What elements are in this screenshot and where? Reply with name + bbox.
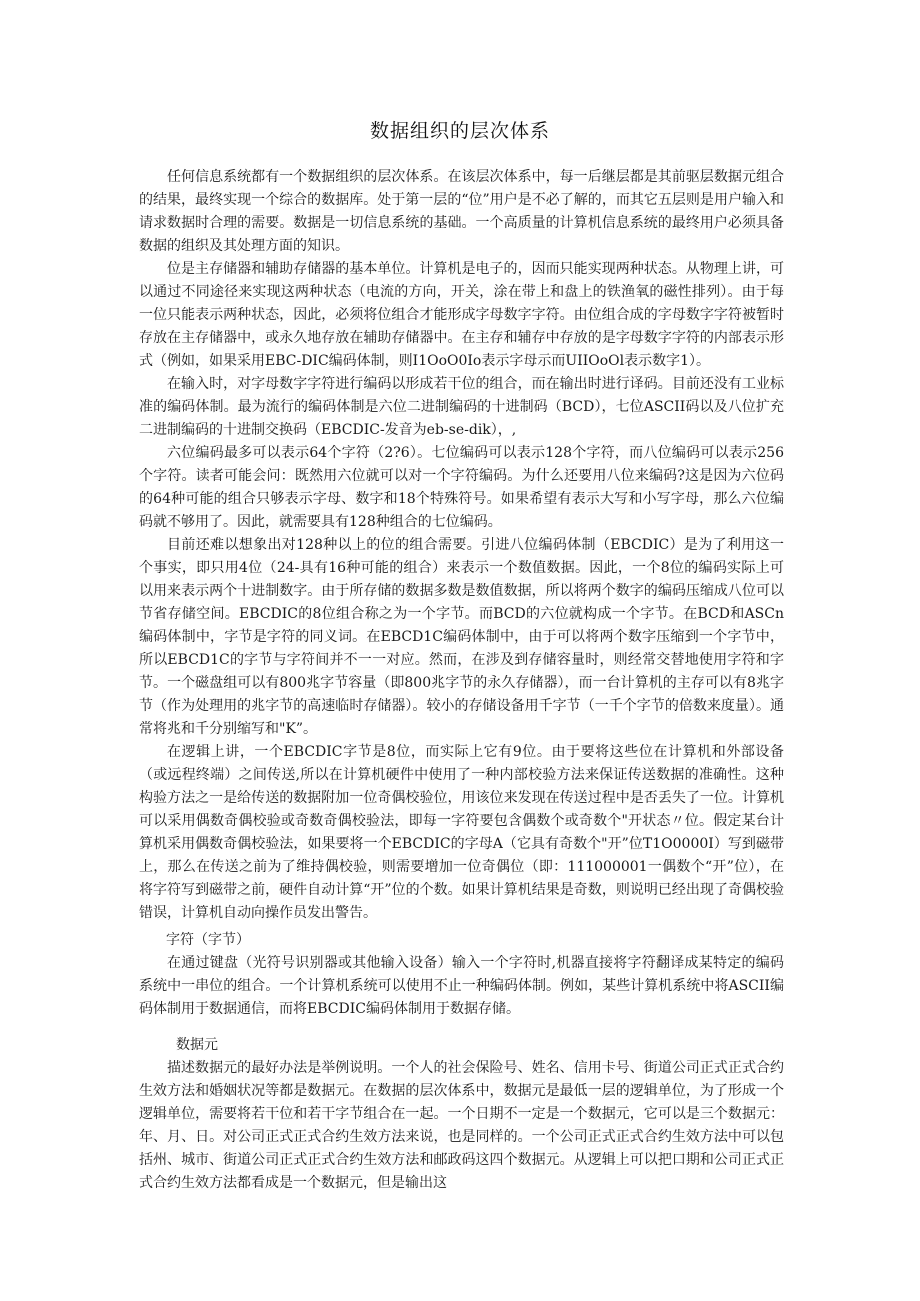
- paragraph: 在逻辑上讲，一个EBCDIC字节是8位，而实际上它有9位。由于要将这些位在计算机和外部设备（或远程终端）之间传送,所以在计算机硬件中使用了一种内部校验方法来保证传送数据的准确性。这种构验方法之一是给传送的数据附加一位奇偶校验位，用该位来发现在传送过程中是否丢失了一位。计算机可以采用偶数奇偶校验或奇数奇偶校验法，即每一字符要包含偶数个或奇数个"开状态〃位。假定某台计算机采用偶数奇偶校验法，如果要将一个EBCDIC的字母A（它具有奇数个"开”位T1O0000I）写到磁带上，那么在传送之前为了维持偶校验，则需要增加一位奇偶位（即：111000001一偶数个“开”位），在将字符写到磁带之前，硬件自动计算“开”位的个数。如果计算机结果是奇数，则说明已经出现了奇偶校验错误，计算机自动向操作员发出警告。: [139, 744, 784, 921]
- paragraph: 在输入时，对字母数字字符进行编码以形成若干位的组合，而在输出时进行译码。目前还没有工业标准的编码体制。最为流行的编码体制是六位二进制编码的十进制码（BCD），七位ASCII码以及八位扩充二进制编码的十进制交换码（EBCDIC-发音为eb-se-dik），,: [139, 376, 784, 438]
- section-heading-data-element: 数据元: [176, 1037, 218, 1053]
- paragraph: 在通过键盘（光符号识别器或其他输入设备）输入一个字符时,机器直接将字符翻译成某特定的编码系统中一串位的组合。一个计算机系统可以使用不止一种编码体制。例如，某些计算机系统中将ASCII编码体制用于数据通信，而将EBCDIC编码体制用于数据存储。: [139, 955, 784, 1017]
- paragraph: 任何信息系统都有一个数据组织的层次体系。在该层次体系中，每一后继层都是其前驱层数据元组合的结果，最终实现一个综合的数据库。处于第一层的“位”用户是不必了解的，而其它五层则是用户输入和请求数据时合理的需要。数据是一切信息系统的基础。一个高质量的计算机信息系统的最终用户必须具备数据的组织及其处理方面的知识。: [139, 169, 784, 254]
- section-data-element: [139, 1057, 784, 1195]
- section-intro: [139, 166, 784, 925]
- document-title: 数据组织的层次体系: [369, 120, 550, 142]
- paragraph: 目前还难以想象出对128种以上的位的组合需要。引进八位编码体制（EBCDIC）是为了利用这一个事实，即只用4位（24-具有16种可能的组合）来表示一个数值数据。因此，一个8位的编码实际上可以用来表示两个十进制数字。由于所存储的数据多数是数值数据，所以将两个数字的编码压缩成八位可以节省存储空间。EBCDIC的8位组合称之为一个字节。而BCD的六位就构成一个字节。在BCD和ASCn编码体制中，字节是字符的同义词。在EBCD1C编码体制中，由于可以将两个数字压缩到一个字节中，所以EBCD1C的字节与字符间并不一一对应。然而，在涉及到存储容量时，则经常交替地使用字符和字节。一个磁盘组可以有800兆字节容量（即800兆字节的永久存储器），而一台计算机的主存可以有8兆字节（作为处理用的兆字节的高速临时存储器）。较小的存储设备用千字节（一千个字节的倍数来度量）。通常将兆和千分别缩写和"K”。: [139, 537, 784, 737]
- paragraph: 位是主存储器和辅助存储器的基本单位。计算机是电子的，因而只能实现两种状态。从物理上讲，可以通过不同途径来实现这两种状态（电流的方向，开关，涂在带上和盘上的铁渔氧的磁性排列）。由于每一位只能表示两种状态，因此，必须将位组合才能形成字母数字字符。由位组合成的字母数字字符被暂时存放在主存储器中，或永久地存放在辅助存储器中。在主存和辅存中存放的是字母数字字符的内部表示形式（例如，如果采用EBC-DIC编码体制，则I1OoO0Io表示字母示而UIIOoOl表示数字1）。: [139, 261, 784, 369]
- paragraph: 描述数据元的最好办法是举例说明。一个人的社会保险号、姓名、信用卡号、街道公司正式正式合约生效方法和婚姻状况等都是数据元。在数据的层次体系中，数据元是最低一层的逻辑单位，为了形成一个逻辑单位，需要将若干位和若干字节组合在一起。一个日期不一定是一个数据元，它可以是三个数据元：年、月、日。对公司正式正式合约生效方法来说，也是同样的。一个公司正式正式合约生效方法中可以包括州、城市、街道公司正式正式合约生效方法和邮政码这四个数据元。从逻辑上可以把口期和公司正式正式合约生效方法都看成是一个数据元，但是输出这: [139, 1060, 784, 1191]
- paragraph: 六位编码最多可以表示64个字符（2?6）。七位编码可以表示128个字符，而八位编码可以表示256个字符。读者可能会问：既然用六位就可以对一个字符编码。为什么还要用八位来编码?这是因为六位码的64种可能的组合只够表示字母、数字和18个特殊符号。如果希望有表示大写和小写字母，那么六位编码就不够用了。因此，就需要具有128种组合的七位编码。: [139, 445, 784, 530]
- section-heading-character: 字符（字节）: [166, 932, 250, 948]
- section-character: [139, 952, 784, 1021]
